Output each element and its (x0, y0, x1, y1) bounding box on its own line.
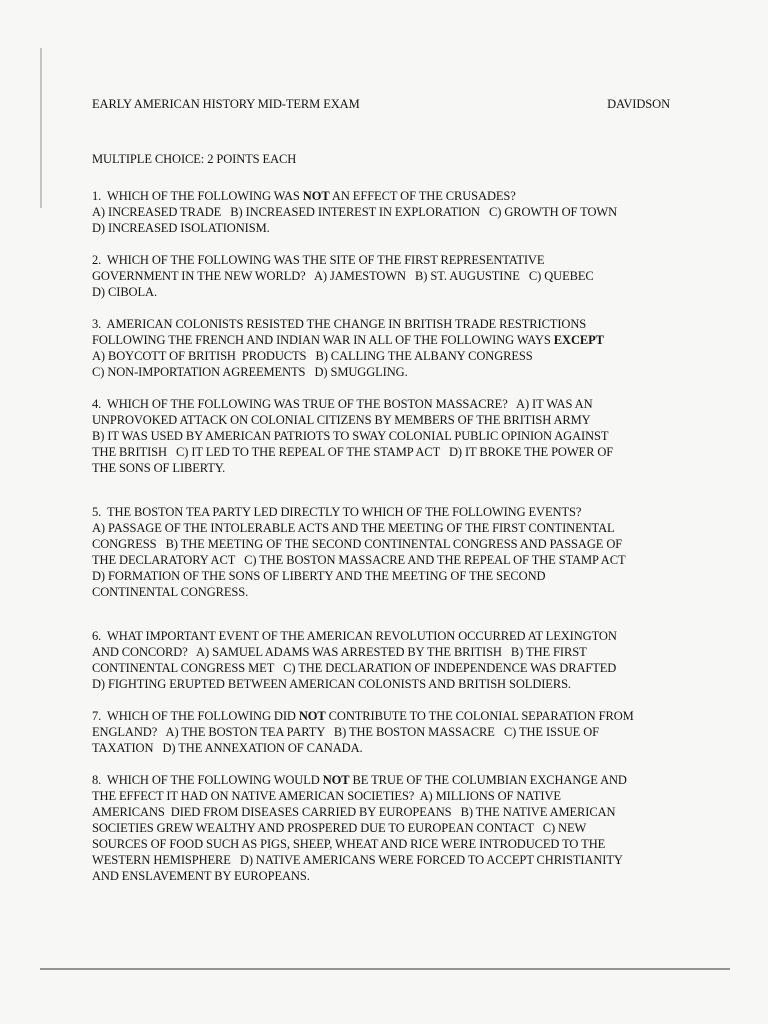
question-line (92, 520, 692, 536)
question-text: BE TRUE OF THE COLUMBIAN EXCHANGE AND (349, 773, 627, 787)
question-line (92, 220, 692, 236)
emphasis-word: NOT (298, 709, 326, 723)
question-line (92, 804, 692, 820)
question-3 (92, 316, 692, 380)
question-text: SOCIETIES GREW WEALTHY AND PROSPERED DUE TO EUROPEAN CONTACT C) NEW (92, 821, 587, 835)
question-line (92, 772, 692, 788)
question-text: GOVERNMENT IN THE NEW WORLD? A) JAMESTOWN B) ST. AUGUSTINE C) QUEBEC (92, 269, 594, 283)
question-line (92, 676, 692, 692)
emphasis-word: EXCEPT (553, 333, 604, 347)
question-line (92, 444, 692, 460)
question-number: 4. (92, 397, 107, 411)
question-line (92, 584, 692, 600)
question-number: 1. (92, 189, 107, 203)
question-line (92, 252, 692, 268)
question-line (92, 204, 692, 220)
question-7 (92, 708, 692, 756)
question-line (92, 536, 692, 552)
question-text: TAXATION D) THE ANNEXATION OF CANADA. (92, 741, 363, 755)
section-heading: MULTIPLE CHOICE: 2 POINTS EACH (92, 152, 297, 166)
question-text: WHICH OF THE FOLLOWING WAS TRUE OF THE BOSTON MASSACRE? A) IT WAS AN (107, 397, 593, 411)
question-line (92, 284, 692, 300)
question-text: SOURCES OF FOOD SUCH AS PIGS, SHEEP, WHEAT AND RICE WERE INTRODUCED TO THE (92, 837, 606, 851)
question-line (92, 852, 692, 868)
question-line (92, 396, 692, 412)
question-text: B) IT WAS USED BY AMERICAN PATRIOTS TO SWAY COLONIAL PUBLIC OPINION AGAINST (92, 429, 609, 443)
question-line (92, 504, 692, 520)
question-text: AMERICAN COLONISTS RESISTED THE CHANGE IN BRITISH TRADE RESTRICTIONS (106, 317, 587, 331)
question-text: CONTINENTAL CONGRESS MET C) THE DECLARATION OF INDEPENDENCE WAS DRAFTED (92, 661, 617, 675)
question-text: AND CONCORD? A) SAMUEL ADAMS WAS ARRESTED BY THE BRITISH B) THE FIRST (92, 645, 587, 659)
question-line (92, 868, 692, 884)
teacher-name: DAVIDSON (607, 97, 670, 111)
emphasis-word: NOT (322, 773, 350, 787)
question-line (92, 660, 692, 676)
question-line (92, 188, 692, 204)
question-line (92, 568, 692, 584)
question-text: UNPROVOKED ATTACK ON COLONIAL CITIZENS BY MEMBERS OF THE BRITISH ARMY (92, 413, 591, 427)
exam-header (92, 96, 670, 112)
question-list (92, 188, 692, 884)
question-text: A) BOYCOTT OF BRITISH PRODUCTS B) CALLING THE ALBANY CONGRESS (92, 349, 533, 363)
exam-sheet (92, 96, 692, 900)
question-line (92, 628, 692, 644)
question-line (92, 332, 692, 348)
question-text: WESTERN HEMISPHERE D) NATIVE AMERICANS WERE FORCED TO ACCEPT CHRISTIANITY (92, 853, 623, 867)
question-text: WHICH OF THE FOLLOWING WAS (107, 189, 303, 203)
question-number: 6. (92, 629, 107, 643)
question-number: 8. (92, 773, 107, 787)
exam-title: EARLY AMERICAN HISTORY MID-TERM EXAM (92, 97, 360, 111)
question-text: AN EFFECT OF THE CRUSADES? (329, 189, 516, 203)
question-2 (92, 252, 692, 300)
question-line (92, 724, 692, 740)
question-4 (92, 396, 692, 476)
emphasis-word: NOT (302, 189, 330, 203)
question-line (92, 428, 692, 444)
question-text: A) INCREASED TRADE B) INCREASED INTEREST IN EXPLORATION C) GROWTH OF TOWN (92, 205, 618, 219)
question-5 (92, 504, 692, 600)
question-text: CONTINENTAL CONGRESS. (92, 585, 249, 599)
question-text: WHICH OF THE FOLLOWING WAS THE SITE OF THE FIRST REPRESENTATIVE (107, 253, 545, 267)
question-text: WHICH OF THE FOLLOWING DID (107, 709, 299, 723)
question-line (92, 644, 692, 660)
question-line (92, 348, 692, 364)
question-text: CONGRESS B) THE MEETING OF THE SECOND CONTINENTAL CONGRESS AND PASSAGE OF (92, 537, 623, 551)
question-text: WHAT IMPORTANT EVENT OF THE AMERICAN REVOLUTION OCCURRED AT LEXINGTON (107, 629, 617, 643)
question-line (92, 460, 692, 476)
page-edge-bottom (40, 968, 730, 970)
question-text: THE BOSTON TEA PARTY LED DIRECTLY TO WHICH OF THE FOLLOWING EVENTS? (107, 505, 582, 519)
question-line (92, 788, 692, 804)
question-line (92, 268, 692, 284)
question-text: AND ENSLAVEMENT BY EUROPEANS. (92, 869, 310, 883)
question-line (92, 412, 692, 428)
question-text: AMERICANS DIED FROM DISEASES CARRIED BY EUROPEANS B) THE NATIVE AMERICAN (92, 805, 616, 819)
question-text: THE BRITISH C) IT LED TO THE REPEAL OF THE STAMP ACT D) IT BROKE THE POWER OF (92, 445, 614, 459)
question-text: D) INCREASED ISOLATIONISM. (92, 221, 270, 235)
question-text: ENGLAND? A) THE BOSTON TEA PARTY B) THE BOSTON MASSACRE C) THE ISSUE OF (92, 725, 599, 739)
question-line (92, 316, 692, 332)
question-text: D) FIGHTING ERUPTED BETWEEN AMERICAN COLONISTS AND BRITISH SOLDIERS. (92, 677, 571, 691)
question-text: FOLLOWING THE FRENCH AND INDIAN WAR IN ALL OF THE FOLLOWING WAYS (92, 333, 554, 347)
question-1 (92, 188, 692, 236)
question-line (92, 708, 692, 724)
question-number: 5. (92, 505, 107, 519)
question-line (92, 836, 692, 852)
question-8 (92, 772, 692, 884)
question-number: 2. (92, 253, 107, 267)
question-text: D) FORMATION OF THE SONS OF LIBERTY AND THE MEETING OF THE SECOND (92, 569, 546, 583)
question-text: THE EFFECT IT HAD ON NATIVE AMERICAN SOCIETIES? A) MILLIONS OF NATIVE (92, 789, 561, 803)
question-text: WHICH OF THE FOLLOWING WOULD (107, 773, 323, 787)
question-line (92, 740, 692, 756)
question-line (92, 364, 692, 380)
question-text: CONTRIBUTE TO THE COLONIAL SEPARATION FROM (325, 709, 634, 723)
question-text: THE DECLARATORY ACT C) THE BOSTON MASSACRE AND THE REPEAL OF THE STAMP ACT (92, 553, 626, 567)
question-number: 7. (92, 709, 107, 723)
question-text: A) PASSAGE OF THE INTOLERABLE ACTS AND THE MEETING OF THE FIRST CONTINENTAL (92, 521, 615, 535)
question-text: D) CIBOLA. (92, 285, 157, 299)
question-text: THE SONS OF LIBERTY. (92, 461, 226, 475)
question-text: C) NON-IMPORTATION AGREEMENTS D) SMUGGLING. (92, 365, 408, 379)
question-line (92, 820, 692, 836)
question-6 (92, 628, 692, 692)
page-edge-left (40, 48, 42, 208)
question-line (92, 552, 692, 568)
question-number: 3. (92, 317, 107, 331)
